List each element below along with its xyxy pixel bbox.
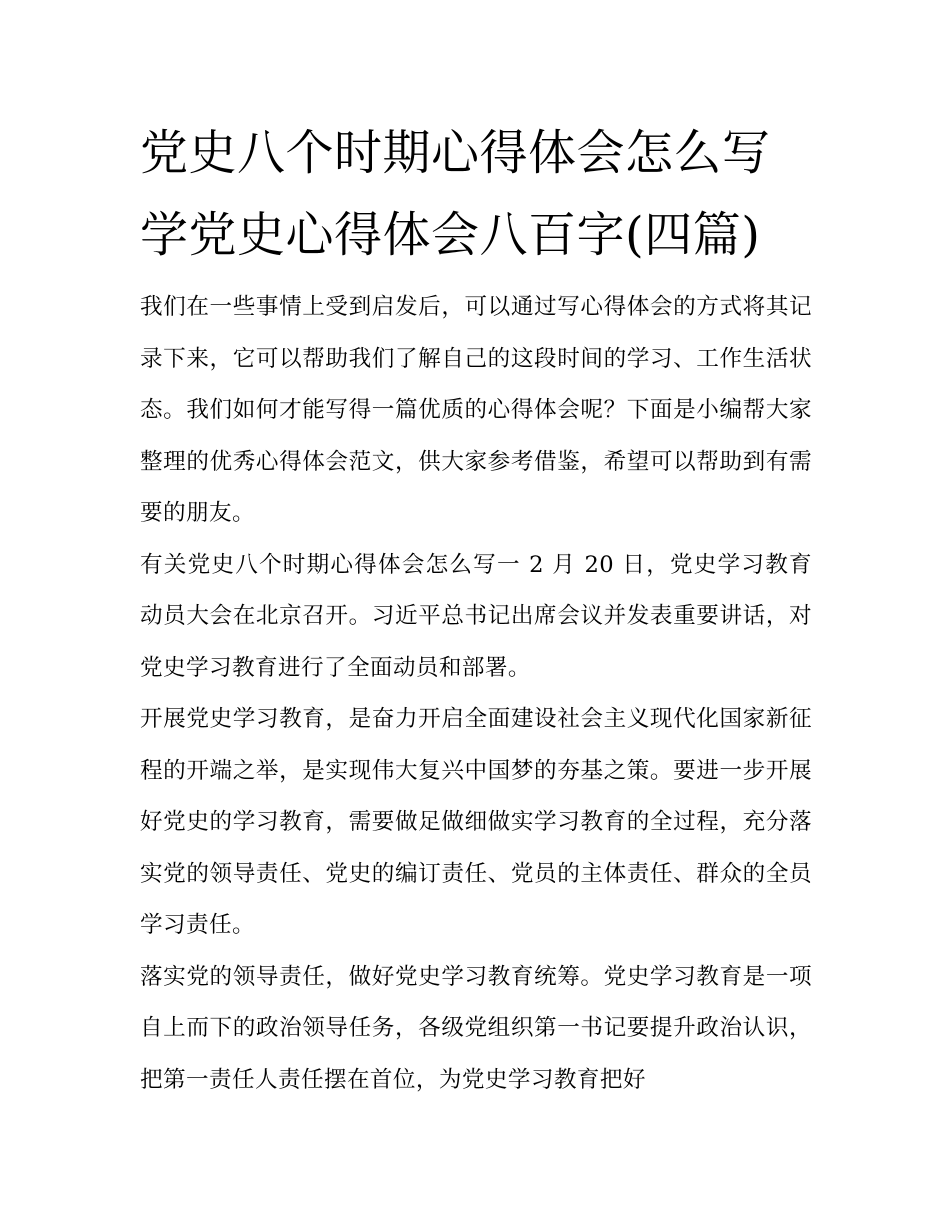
document-title bbox=[140, 112, 812, 276]
paragraph-1: 有关党史八个时期心得体会怎么写一 2 月 20 日，党史学习教育动员大会在北京召开。习近平总书记出席会议并发表重要讲话，对党史学习教育进行了全面动员和部署。 bbox=[140, 551, 812, 681]
title-line-2: 学党史心得体会八百字(四篇) bbox=[140, 207, 761, 263]
paragraph-3: 落实党的领导责任，做好党史学习教育统筹。党史学习教育是一项自上而下的政治领导任务，各级党组织第一书记要提升政治认识，把第一责任人责任摆在首位，为党史学习教育把好 bbox=[140, 963, 812, 1093]
paragraph-intro: 我们在一些事情上受到启发后，可以通过写心得体会的方式将其记录下来，它可以帮助我们了解自己的这段时间的学习、工作生活状态。我们如何才能写得一篇优质的心得体会呢？下面是小编帮大家整理的优秀心得体会范文，供大家参考借鉴，希望可以帮助到有需要的朋友。 bbox=[140, 294, 812, 526]
title-line-1: 党史八个时期心得体会怎么写 bbox=[140, 125, 771, 181]
document-content bbox=[140, 112, 812, 1106]
paragraph-2: 开展党史学习教育，是奋力开启全面建设社会主义现代化国家新征程的开端之举，是实现伟大复兴中国梦的夯基之策。要进一步开展好党史的学习教育，需要做足做细做实学习教育的全过程，充分落实党的领导责任、党史的编订责任、党员的主体责任、群众的全员学习责任。 bbox=[140, 706, 812, 938]
